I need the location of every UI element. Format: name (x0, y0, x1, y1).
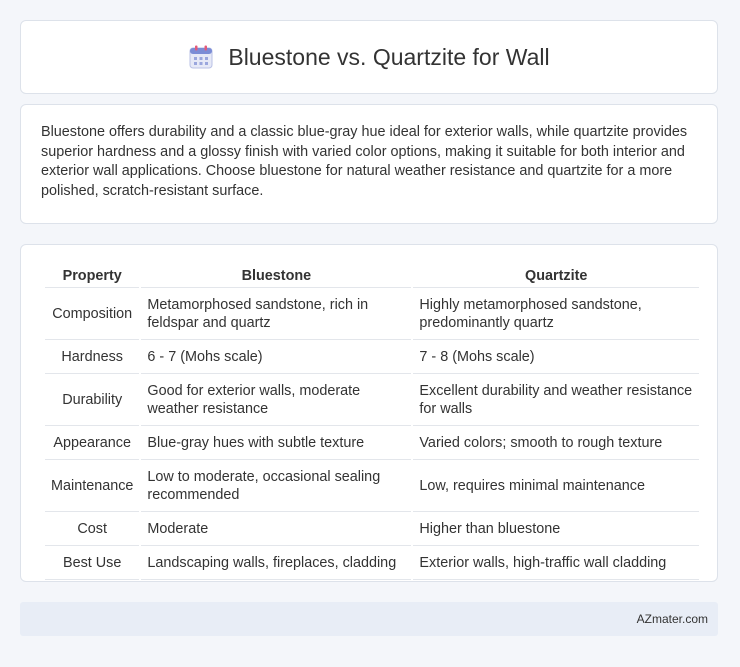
quartzite-cell: Higher than bluestone (413, 512, 699, 546)
title-card (20, 20, 718, 94)
quartzite-cell: Varied colors; smooth to rough texture (413, 426, 699, 460)
calendar-icon (188, 44, 214, 70)
footer-bar (20, 602, 718, 636)
page-title: Bluestone vs. Quartzite for Wall (228, 43, 550, 70)
title-wrap (188, 44, 549, 71)
property-cell: Durability (45, 374, 139, 426)
bluestone-cell: Metamorphosed sandstone, rich in feldspar and quartz (141, 288, 411, 340)
table-row (45, 460, 699, 512)
property-cell: Best Use (45, 546, 139, 580)
header-quartzite: Quartzite (413, 263, 699, 288)
table-row (45, 288, 699, 340)
property-cell: Composition (45, 288, 139, 340)
summary-card (20, 104, 718, 224)
summary-text: Bluestone offers durability and a classic blue-gray hue ideal for exterior walls, while quartzite provides superior hardness and a glossy finish with varied color options, making it suitable for both interior and exterior wall applications. Choose bluestone for natural weather resistance and quartzite for a more polished, scratch-resistant surface. (41, 124, 688, 199)
table-row (45, 426, 699, 460)
bluestone-cell: Good for exterior walls, moderate weather resistance (141, 374, 411, 426)
quartzite-cell: Low, requires minimal maintenance (413, 460, 699, 512)
property-cell: Appearance (45, 426, 139, 460)
bluestone-cell: 6 - 7 (Mohs scale) (141, 340, 411, 374)
table-row (45, 512, 699, 546)
quartzite-cell: Highly metamorphosed sandstone, predominantly quartz (413, 288, 699, 340)
footer-brand-link[interactable]: AZmater.com (636, 612, 708, 626)
bluestone-cell: Low to moderate, occasional sealing recommended (141, 460, 411, 512)
property-cell: Cost (45, 512, 139, 546)
header-property: Property (45, 263, 139, 288)
quartzite-cell: Excellent durability and weather resistance for walls (413, 374, 699, 426)
bluestone-cell: Moderate (141, 512, 411, 546)
comparison-table (43, 263, 701, 580)
header-bluestone: Bluestone (141, 263, 411, 288)
quartzite-cell: Exterior walls, high-traffic wall cladding (413, 546, 699, 580)
comparison-card (20, 244, 718, 582)
table-row (45, 340, 699, 374)
table-header-row (45, 263, 699, 288)
bluestone-cell: Blue-gray hues with subtle texture (141, 426, 411, 460)
bluestone-cell: Landscaping walls, fireplaces, cladding (141, 546, 411, 580)
table-row (45, 374, 699, 426)
property-cell: Maintenance (45, 460, 139, 512)
table-row (45, 546, 699, 580)
property-cell: Hardness (45, 340, 139, 374)
quartzite-cell: 7 - 8 (Mohs scale) (413, 340, 699, 374)
